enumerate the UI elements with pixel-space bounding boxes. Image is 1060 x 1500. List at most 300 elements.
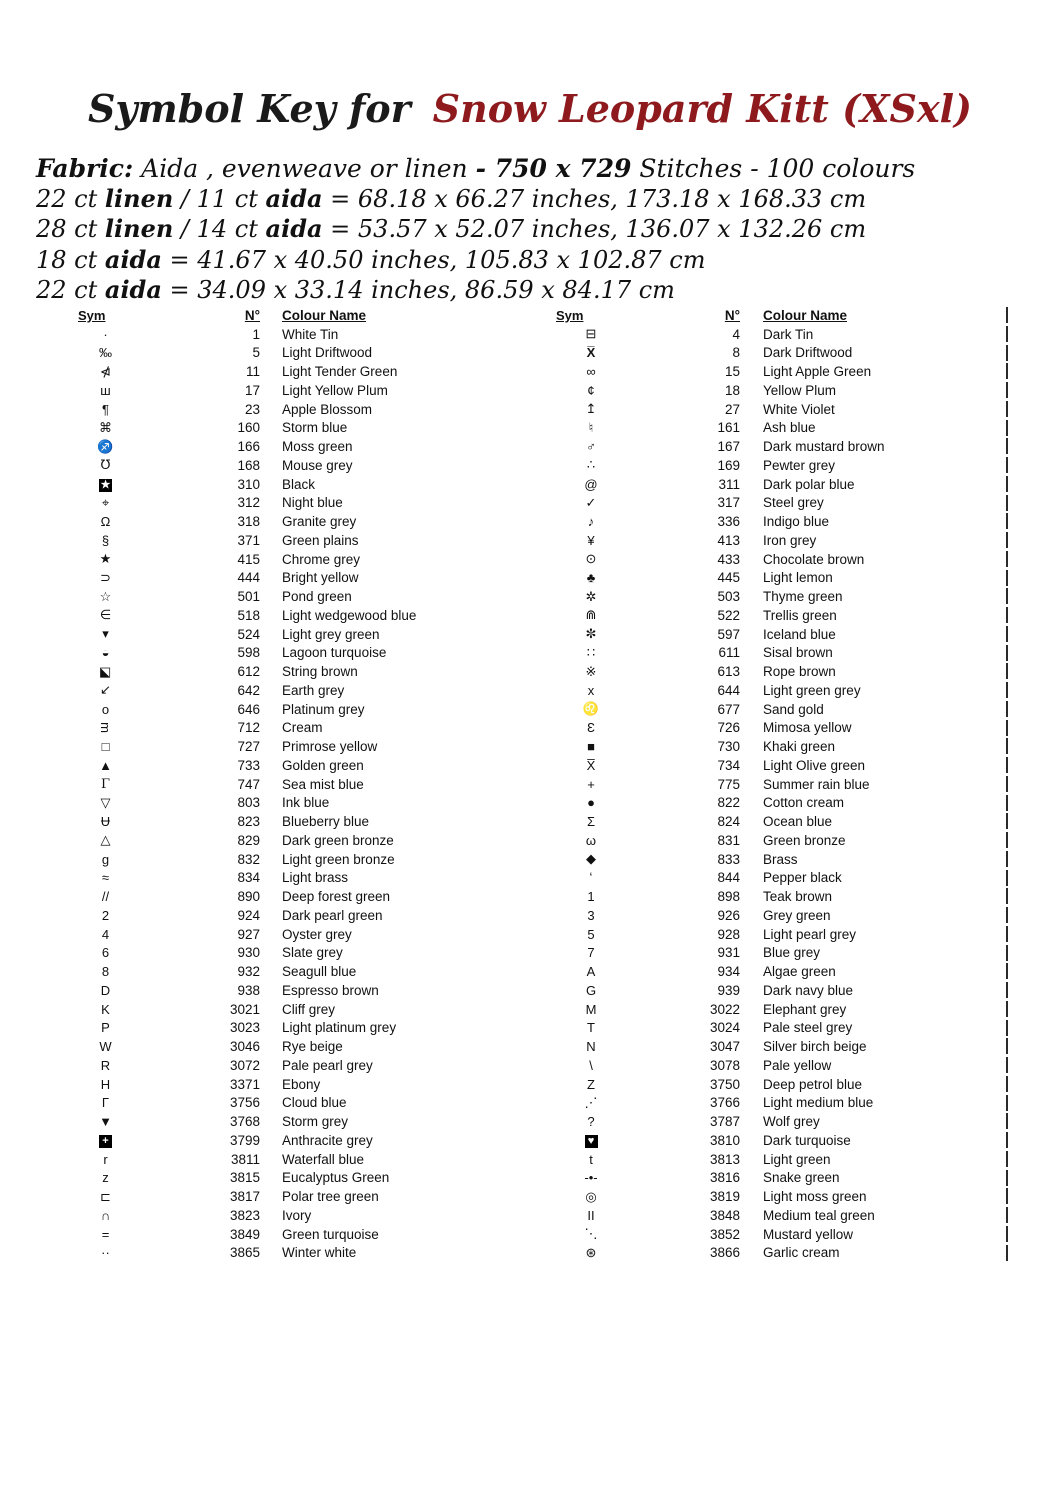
symbol-cell bbox=[556, 851, 626, 867]
symbol-cell bbox=[556, 1095, 626, 1111]
stitch-symbol: ⌘ bbox=[99, 419, 112, 435]
number-cell: 642 bbox=[237, 682, 260, 698]
stitch-symbol: + bbox=[99, 1135, 112, 1148]
stitch-symbol: ✓ bbox=[585, 494, 597, 510]
number-cell: 3046 bbox=[229, 1039, 260, 1055]
colour-name-cell: Green plains bbox=[282, 532, 359, 548]
colour-name-cell: Light lemon bbox=[763, 570, 833, 586]
colour-name-cell: Medium teal green bbox=[763, 1207, 875, 1223]
table-row bbox=[556, 437, 1008, 456]
table-row bbox=[78, 756, 468, 775]
stitch-symbol: o bbox=[101, 701, 110, 717]
number-cell: 169 bbox=[717, 457, 740, 473]
table-row bbox=[78, 1225, 468, 1244]
table-row bbox=[556, 662, 1008, 681]
table-row bbox=[78, 344, 468, 363]
table-row bbox=[556, 587, 1008, 606]
colour-name-cell: Slate grey bbox=[282, 945, 343, 961]
table-row bbox=[556, 381, 1008, 400]
stitch-symbol: ? bbox=[587, 1114, 595, 1130]
symbol-cell bbox=[556, 1189, 626, 1205]
symbol-cell bbox=[78, 383, 133, 398]
symbol-cell bbox=[556, 1208, 626, 1223]
fabric-text: = 34.09 x 33.14 inches, 86.59 x 84.17 cm bbox=[161, 276, 675, 304]
row-border-tick bbox=[1006, 1095, 1008, 1111]
number-cell: 3799 bbox=[229, 1132, 260, 1148]
symbol-cell bbox=[78, 495, 133, 511]
symbol-cell bbox=[556, 645, 626, 661]
colour-table-left bbox=[78, 306, 468, 1262]
number-cell: 3817 bbox=[229, 1189, 260, 1205]
stitch-symbol: ◆ bbox=[586, 851, 596, 867]
row-border-tick bbox=[1006, 757, 1008, 773]
table-header-row bbox=[78, 306, 468, 325]
symbol-cell bbox=[556, 626, 626, 642]
row-border-tick bbox=[1006, 832, 1008, 848]
colour-name-cell: Anthracite grey bbox=[282, 1132, 373, 1148]
symbol-cell bbox=[556, 1039, 626, 1054]
colour-name-cell: Ivory bbox=[282, 1207, 312, 1223]
colour-name-cell: Ebony bbox=[282, 1076, 321, 1092]
colour-name-cell: Pale yellow bbox=[763, 1057, 832, 1073]
table-row bbox=[78, 1150, 468, 1169]
number-cell: 371 bbox=[237, 532, 260, 548]
number-cell: 644 bbox=[717, 682, 740, 698]
stitch-symbol: ✼ bbox=[585, 626, 597, 642]
table-row bbox=[556, 1094, 1008, 1113]
stitch-symbol: ■ bbox=[587, 739, 595, 755]
number-cell: 3022 bbox=[709, 1001, 740, 1017]
symbol-cell bbox=[78, 1020, 133, 1035]
colour-name-cell: Seagull blue bbox=[282, 964, 357, 980]
stitch-symbol: 6 bbox=[101, 945, 110, 961]
colour-name-cell: Pepper black bbox=[763, 870, 842, 886]
fabric-text: = 41.67 x 40.50 inches, 105.83 x 102.87 cm bbox=[161, 245, 706, 274]
stitch-symbol: ⋒ bbox=[585, 607, 597, 623]
stitch-symbol: ∷ bbox=[586, 644, 596, 660]
stitch-symbol: ♣ bbox=[586, 570, 596, 586]
stitch-symbol: ✲ bbox=[585, 588, 597, 604]
number-cell: 824 bbox=[717, 814, 740, 830]
table-row bbox=[556, 400, 1008, 419]
symbol-cell bbox=[556, 1152, 626, 1167]
stitch-symbol: ⋱ bbox=[584, 1226, 598, 1242]
colour-name-cell: Cliff grey bbox=[282, 1001, 336, 1017]
table-row bbox=[556, 569, 1008, 588]
colour-name-cell: Grey green bbox=[763, 907, 831, 923]
table-row bbox=[556, 475, 1008, 494]
stitch-symbol: □ bbox=[101, 739, 110, 755]
fabric-text: 22 ct bbox=[36, 184, 105, 213]
symbol-cell bbox=[78, 402, 133, 417]
number-cell: 3766 bbox=[709, 1095, 740, 1111]
table-row bbox=[78, 1019, 468, 1038]
symbol-cell bbox=[556, 908, 626, 923]
symbol-cell bbox=[78, 1077, 133, 1092]
number-cell: 433 bbox=[717, 551, 740, 567]
colour-name-cell: Summer rain blue bbox=[763, 776, 870, 792]
number-cell: 775 bbox=[717, 776, 740, 792]
colour-name-cell: Dark Tin bbox=[763, 326, 814, 342]
table-row bbox=[78, 775, 468, 794]
stitch-symbol: x bbox=[587, 682, 595, 698]
fabric-text: = 68.18 x 66.27 inches, 173.18 x 168.33 cm bbox=[322, 184, 867, 213]
stitch-symbol: 1 bbox=[587, 889, 595, 905]
table-row bbox=[78, 494, 468, 513]
colour-name-cell: Polar tree green bbox=[282, 1189, 379, 1205]
fabric-text: aida bbox=[265, 183, 323, 213]
number-cell: 727 bbox=[237, 739, 260, 755]
colour-name-cell: Ink blue bbox=[282, 795, 330, 811]
colour-name-cell: Eucalyptus Green bbox=[282, 1170, 390, 1186]
row-border-tick bbox=[1006, 795, 1008, 811]
symbol-cell bbox=[556, 889, 626, 904]
colour-name-cell: Brass bbox=[763, 851, 798, 867]
stitch-symbol: H bbox=[100, 1076, 111, 1092]
number-cell: 415 bbox=[237, 551, 260, 567]
number-cell: 598 bbox=[237, 645, 260, 661]
symbol-cell bbox=[78, 551, 133, 567]
number-cell: 167 bbox=[717, 439, 740, 455]
colour-name-cell: Waterfall blue bbox=[282, 1151, 365, 1167]
row-border-tick bbox=[1006, 495, 1008, 511]
table-row bbox=[78, 812, 468, 831]
number-cell: 1 bbox=[252, 326, 260, 342]
number-cell: 3021 bbox=[229, 1001, 260, 1017]
header-number: N° bbox=[244, 307, 260, 323]
table-row bbox=[78, 419, 468, 438]
stitch-symbol: A bbox=[586, 964, 596, 980]
table-row bbox=[556, 887, 1008, 906]
symbol-cell bbox=[556, 664, 626, 680]
number-cell: 503 bbox=[717, 589, 740, 605]
table-row bbox=[556, 831, 1008, 850]
symbol-cell bbox=[78, 832, 133, 848]
fabric-text: Stitches - 100 colours bbox=[631, 154, 916, 183]
number-cell: 3823 bbox=[229, 1207, 260, 1223]
colour-name-cell: Dark turquoise bbox=[763, 1132, 851, 1148]
number-cell: 3078 bbox=[709, 1057, 740, 1073]
number-cell: 11 bbox=[245, 364, 260, 380]
number-cell: 3750 bbox=[709, 1076, 740, 1092]
row-border-tick bbox=[1006, 438, 1008, 454]
colour-name-cell: Dark navy blue bbox=[763, 982, 854, 998]
symbol-cell bbox=[556, 1245, 626, 1261]
row-border-tick bbox=[1006, 888, 1008, 904]
stitch-symbol: D bbox=[100, 982, 111, 998]
number-cell: 677 bbox=[717, 701, 740, 717]
symbol-cell bbox=[556, 383, 626, 398]
number-cell: 734 bbox=[717, 757, 740, 773]
symbol-cell bbox=[78, 476, 133, 492]
number-cell: 3848 bbox=[709, 1207, 740, 1223]
stitch-symbol: ∴ bbox=[586, 457, 596, 473]
table-row bbox=[78, 531, 468, 550]
table-row bbox=[78, 1037, 468, 1056]
row-border-tick bbox=[1006, 645, 1008, 661]
colour-name-cell: Trellis green bbox=[763, 607, 837, 623]
number-cell: 445 bbox=[717, 570, 740, 586]
table-row bbox=[556, 1075, 1008, 1094]
number-cell: 4 bbox=[732, 326, 740, 342]
number-cell: 3756 bbox=[229, 1095, 260, 1111]
table-row bbox=[78, 1169, 468, 1188]
table-row bbox=[78, 587, 468, 606]
colour-name-cell: Light medium blue bbox=[763, 1095, 874, 1111]
table-row bbox=[556, 1019, 1008, 1038]
symbol-cell bbox=[78, 607, 133, 623]
symbol-cell bbox=[78, 852, 133, 867]
colour-name-cell: Iceland blue bbox=[763, 626, 836, 642]
stitch-symbol: ★ bbox=[99, 551, 112, 567]
colour-name-cell: Light Yellow Plum bbox=[282, 382, 388, 398]
colour-name-cell: Night blue bbox=[282, 495, 343, 511]
table-row bbox=[78, 944, 468, 963]
number-cell: 3810 bbox=[709, 1132, 740, 1148]
number-cell: 613 bbox=[717, 664, 740, 680]
table-row bbox=[556, 1000, 1008, 1019]
table-row bbox=[78, 362, 468, 381]
stitch-symbol: -•- bbox=[584, 1170, 598, 1186]
colour-name-cell: Light pearl grey bbox=[763, 926, 857, 942]
row-border-tick bbox=[1006, 1188, 1008, 1204]
symbol-cell bbox=[556, 720, 626, 735]
colour-name-cell: Chrome grey bbox=[282, 551, 361, 567]
number-cell: 27 bbox=[724, 401, 740, 417]
colour-name-cell: Bright yellow bbox=[282, 570, 359, 586]
number-cell: 3866 bbox=[709, 1245, 740, 1261]
number-cell: 518 bbox=[237, 607, 260, 623]
table-row bbox=[556, 962, 1008, 981]
row-border-tick bbox=[1006, 945, 1008, 961]
table-row bbox=[78, 1187, 468, 1206]
colour-name-cell: Snake green bbox=[763, 1170, 840, 1186]
symbol-cell bbox=[78, 327, 133, 342]
symbol-cell bbox=[78, 776, 133, 792]
table-row bbox=[556, 981, 1008, 1000]
colour-name-cell: Dark green bronze bbox=[282, 832, 394, 848]
stitch-symbol: ▲ bbox=[99, 757, 112, 773]
stitch-symbol: ♪ bbox=[587, 514, 595, 530]
symbol-cell bbox=[556, 1058, 626, 1073]
number-cell: 311 bbox=[718, 476, 740, 492]
fabric-text: - 750 x 729 bbox=[475, 154, 632, 183]
colour-name-cell: Primrose yellow bbox=[282, 739, 378, 755]
stitch-symbol: m bbox=[98, 722, 113, 734]
table-row bbox=[556, 494, 1008, 513]
stitch-symbol: ♥ bbox=[585, 1135, 598, 1148]
row-border-tick bbox=[1006, 551, 1008, 567]
table-row bbox=[556, 906, 1008, 925]
fabric-line bbox=[36, 275, 915, 306]
colour-name-cell: Pewter grey bbox=[763, 457, 836, 473]
number-cell: 712 bbox=[237, 720, 260, 736]
symbol-cell bbox=[556, 533, 626, 548]
symbol-cell bbox=[556, 364, 626, 379]
table-row bbox=[78, 662, 468, 681]
colour-name-cell: Green turquoise bbox=[282, 1226, 379, 1242]
table-row bbox=[556, 625, 1008, 644]
number-cell: 15 bbox=[724, 364, 740, 380]
stitch-symbol: ¶ bbox=[102, 401, 109, 417]
table-row bbox=[556, 1037, 1008, 1056]
symbol-cell bbox=[556, 551, 626, 567]
number-cell: 928 bbox=[717, 926, 740, 942]
number-cell: 3852 bbox=[709, 1226, 740, 1242]
symbol-cell bbox=[78, 682, 133, 698]
symbol-cell bbox=[556, 514, 626, 529]
symbol-cell bbox=[556, 758, 626, 773]
row-border-tick bbox=[1006, 1020, 1008, 1036]
symbol-cell bbox=[556, 326, 626, 342]
colour-name-cell: Teak brown bbox=[763, 889, 833, 905]
row-border-tick bbox=[1006, 701, 1008, 717]
symbol-cell bbox=[78, 945, 133, 960]
fabric-text: linen bbox=[104, 183, 174, 213]
symbol-cell bbox=[78, 439, 133, 455]
number-cell: 3811 bbox=[230, 1151, 260, 1167]
table-row bbox=[78, 681, 468, 700]
symbol-cell bbox=[78, 514, 133, 529]
stitch-symbol: ∞ bbox=[586, 364, 596, 380]
stitch-symbol: ♮ bbox=[588, 419, 594, 435]
fabric-text: aida bbox=[104, 275, 162, 304]
colour-name-cell: Light Apple Green bbox=[763, 364, 872, 380]
row-border-tick bbox=[1006, 907, 1008, 923]
stitch-symbol: ☆ bbox=[99, 588, 112, 604]
stitch-symbol: ⊙ bbox=[585, 551, 597, 567]
number-cell: 646 bbox=[237, 701, 260, 717]
stitch-symbol: 5 bbox=[587, 926, 595, 942]
colour-name-cell: Espresso brown bbox=[282, 982, 379, 998]
number-cell: 312 bbox=[237, 495, 260, 511]
table-row bbox=[556, 550, 1008, 569]
symbol-cell bbox=[556, 927, 626, 942]
stitch-symbol: ⋪ bbox=[100, 363, 111, 379]
table-row bbox=[556, 606, 1008, 625]
number-cell: 3024 bbox=[709, 1020, 740, 1036]
stitch-symbol: ♂ bbox=[586, 439, 596, 455]
colour-name-cell: Ash blue bbox=[763, 420, 816, 436]
table-row bbox=[78, 906, 468, 925]
number-cell: 890 bbox=[237, 889, 260, 905]
symbol-cell bbox=[78, 870, 133, 885]
table-row bbox=[556, 1131, 1008, 1150]
table-row bbox=[78, 400, 468, 419]
colour-name-cell: Light Olive green bbox=[763, 757, 866, 773]
table-row bbox=[78, 1112, 468, 1131]
symbol-cell bbox=[78, 1058, 133, 1073]
fabric-text: 18 ct bbox=[36, 245, 105, 274]
stitch-symbol: // bbox=[101, 889, 110, 905]
symbol-cell bbox=[556, 439, 626, 454]
table-row bbox=[556, 700, 1008, 719]
number-cell: 832 bbox=[237, 851, 260, 867]
number-cell: 733 bbox=[237, 757, 260, 773]
symbol-cell bbox=[78, 739, 133, 754]
stitch-symbol: ▼ bbox=[99, 1114, 112, 1130]
number-cell: 926 bbox=[717, 907, 740, 923]
number-cell: 168 bbox=[237, 457, 260, 473]
colour-name-cell: Light moss green bbox=[763, 1189, 867, 1205]
table-row bbox=[78, 887, 468, 906]
fabric-text: 28 ct bbox=[36, 215, 105, 243]
table-row bbox=[78, 737, 468, 756]
stitch-symbol: ⋰ bbox=[584, 1094, 598, 1110]
colour-name-cell: Ocean blue bbox=[763, 814, 833, 830]
number-cell: 747 bbox=[237, 776, 260, 792]
symbol-cell bbox=[78, 889, 133, 904]
colour-name-cell: Cotton cream bbox=[763, 795, 845, 811]
colour-name-cell: Algae green bbox=[763, 964, 836, 980]
row-border-tick bbox=[1006, 682, 1008, 698]
table-row bbox=[556, 925, 1008, 944]
row-border-tick bbox=[1006, 513, 1008, 529]
symbol-cell bbox=[78, 645, 133, 660]
colour-name-cell: Platinum grey bbox=[282, 701, 365, 717]
colour-name-cell: Wolf grey bbox=[763, 1114, 820, 1130]
fabric-line bbox=[36, 245, 915, 276]
table-row bbox=[78, 1056, 468, 1075]
stitch-symbol: Ω bbox=[100, 514, 111, 530]
colour-name-cell: Sisal brown bbox=[763, 645, 833, 661]
table-row bbox=[78, 381, 468, 400]
stitch-symbol: ‰ bbox=[99, 345, 112, 361]
row-border-tick bbox=[1006, 1226, 1008, 1242]
symbol-cell bbox=[78, 1095, 133, 1110]
stitch-symbol: X̅ bbox=[586, 345, 596, 361]
table-row bbox=[556, 1187, 1008, 1206]
colour-name-cell: Khaki green bbox=[763, 739, 836, 755]
colour-name-cell: Dark polar blue bbox=[763, 476, 855, 492]
colour-name-cell: Lagoon turquoise bbox=[282, 645, 387, 661]
row-border-tick bbox=[1006, 363, 1008, 379]
symbol-cell bbox=[556, 777, 626, 792]
symbol-cell bbox=[78, 345, 133, 360]
colour-name-cell: Mimosa yellow bbox=[763, 720, 852, 736]
colour-name-cell: Pale pearl grey bbox=[282, 1057, 373, 1073]
table-row bbox=[556, 512, 1008, 531]
stitch-symbol: ⊃ bbox=[100, 569, 111, 585]
symbol-cell bbox=[78, 1039, 133, 1054]
page-title bbox=[0, 86, 1060, 131]
stitch-symbol: ш bbox=[100, 382, 111, 398]
colour-name-cell: Pond green bbox=[282, 589, 352, 605]
table-row bbox=[556, 1225, 1008, 1244]
stitch-symbol: X̅ bbox=[586, 757, 596, 773]
symbol-cell bbox=[556, 983, 626, 998]
table-row bbox=[556, 794, 1008, 813]
stitch-symbol: ∈ bbox=[99, 607, 112, 623]
header-sym: Sym bbox=[78, 307, 106, 323]
stitch-symbol: ◎ bbox=[585, 1188, 597, 1204]
symbol-cell bbox=[556, 420, 626, 436]
table-row bbox=[556, 362, 1008, 381]
table-row bbox=[78, 869, 468, 888]
symbol-cell bbox=[78, 626, 133, 642]
fabric-text: 22 ct bbox=[36, 276, 105, 304]
number-cell: 932 bbox=[237, 964, 260, 980]
number-cell: 924 bbox=[237, 907, 260, 923]
row-border-tick bbox=[1006, 738, 1008, 754]
row-border-tick bbox=[1006, 663, 1008, 679]
colour-name-cell: Light Tender Green bbox=[282, 364, 398, 380]
stitch-symbol: ⊟ bbox=[585, 326, 597, 342]
stitch-symbol: ℧ bbox=[100, 457, 111, 473]
number-cell: 898 bbox=[717, 889, 740, 905]
symbol-cell bbox=[78, 795, 133, 811]
table-row bbox=[78, 512, 468, 531]
